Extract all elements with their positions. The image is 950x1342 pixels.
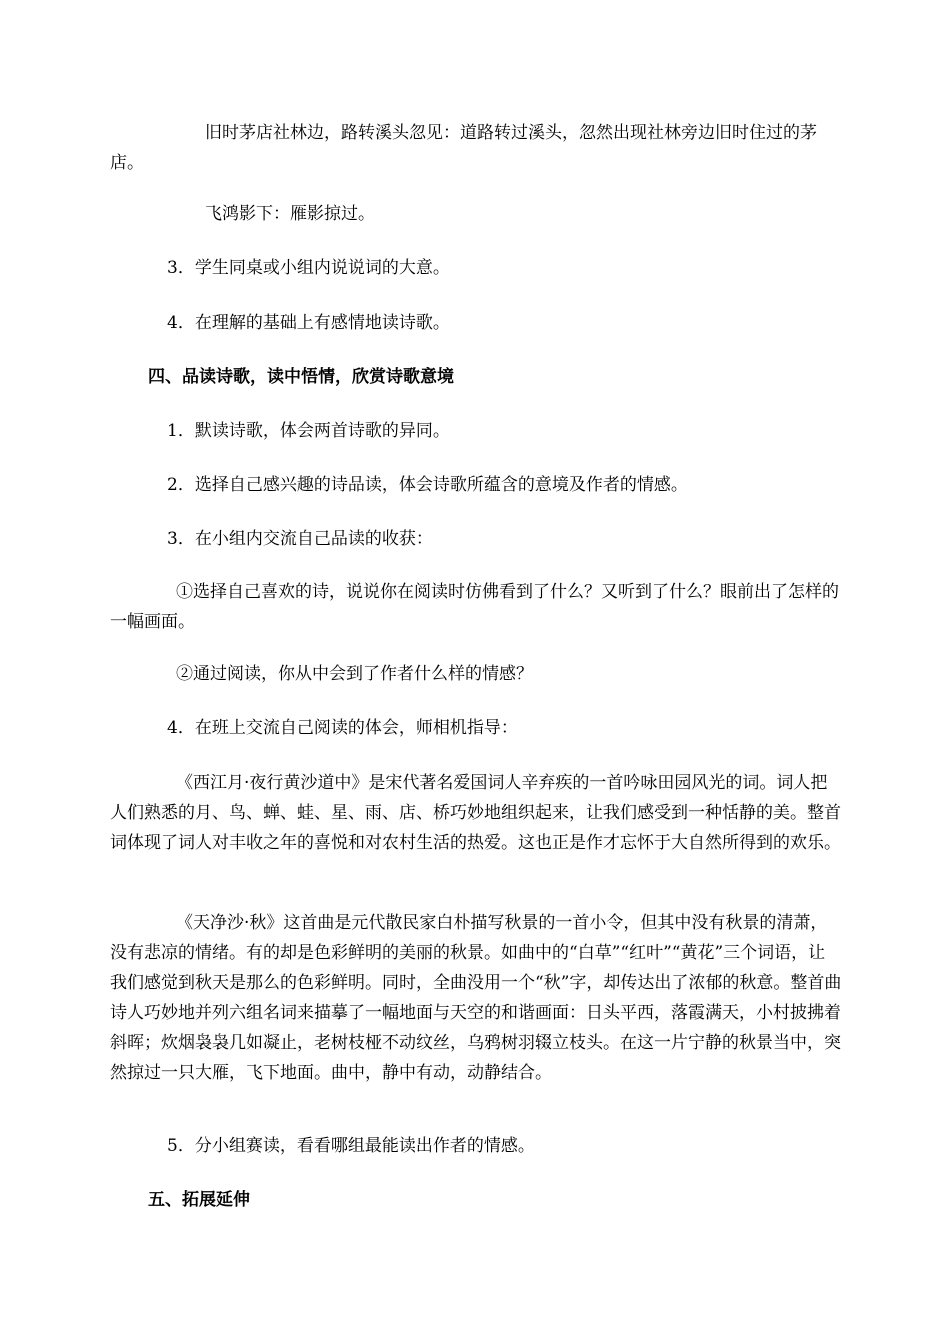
step-5: 5．分小组赛读，看看哪组最能读出作者的情感。 [167,1136,535,1156]
section-heading-4: 四、品读诗歌，读中悟情，欣赏诗歌意境 [148,367,454,387]
step-1: 1．默读诗歌，体会两首诗歌的异同。 [167,421,450,441]
step-3: 3．在小组内交流自己品读的收获： [167,529,433,549]
list-item-4: 4．在理解的基础上有感情地读诗歌。 [167,313,450,333]
question-2: ②通过阅读，你从中会到了作者什么样的情感？ [176,664,533,684]
question-1: ①选择自己喜欢的诗，说说你在阅读时仿佛看到了什么？又听到了什么？眼前出了怎样的一幅画面。 [110,582,839,632]
section-heading-5: 五、拓展延伸 [148,1190,250,1210]
step-4: 4．在班上交流自己阅读的体会，师相机指导： [167,718,518,738]
list-item-3: 3．学生同桌或小组内说说词的大意。 [167,258,450,278]
paragraph-feihong: 飞鸿影下：雁影掠过。 [205,204,375,224]
paragraph-xijiangyue: 《西江月·夜行黄沙道中》是宋代著名爱国词人辛弃疾的一首吟咏田园风光的词。词人把人们熟悉的月、鸟、蝉、蛙、星、雨、店、桥巧妙地组织起来，让我们感受到一种恬静的美。整首词体现了词人对丰收之年的喜悦和对农村生活的热爱。这也正是作才忘怀于大自然所得到的欢乐。 [110,773,841,853]
paragraph-tianjingsha: 《天净沙·秋》这首曲是元代散民家白朴描写秋景的一首小令，但其中没有秋景的清萧，没有悲凉的情绪。有的却是色彩鲜明的美丽的秋景。如曲中的“白草”“红叶”“黄花”三个词语，让我们感觉到秋天是那么的色彩鲜明。同时，全曲没用一个“秋”字，却传达出了浓郁的秋意。整首曲诗人巧妙地并列六组名词来描摹了一幅地面与天空的和谐画面：日头平西，落霞满天，小村披拂着斜晖；炊烟袅袅几如凝止，老树枝桠不动纹丝，乌鸦树羽辍立枝头。在这一片宁静的秋景当中，突然掠过一只大雁，飞下地面。曲中，静中有动，动静结合。 [110,913,842,1083]
paragraph-maodian: 旧时茅店社林边，路转溪头忽见：道路转过溪头，忽然出现社林旁边旧时住过的茅店。 [110,123,817,173]
step-2: 2．选择自己感兴趣的诗品读，体会诗歌所蕴含的意境及作者的情感。 [167,475,688,495]
